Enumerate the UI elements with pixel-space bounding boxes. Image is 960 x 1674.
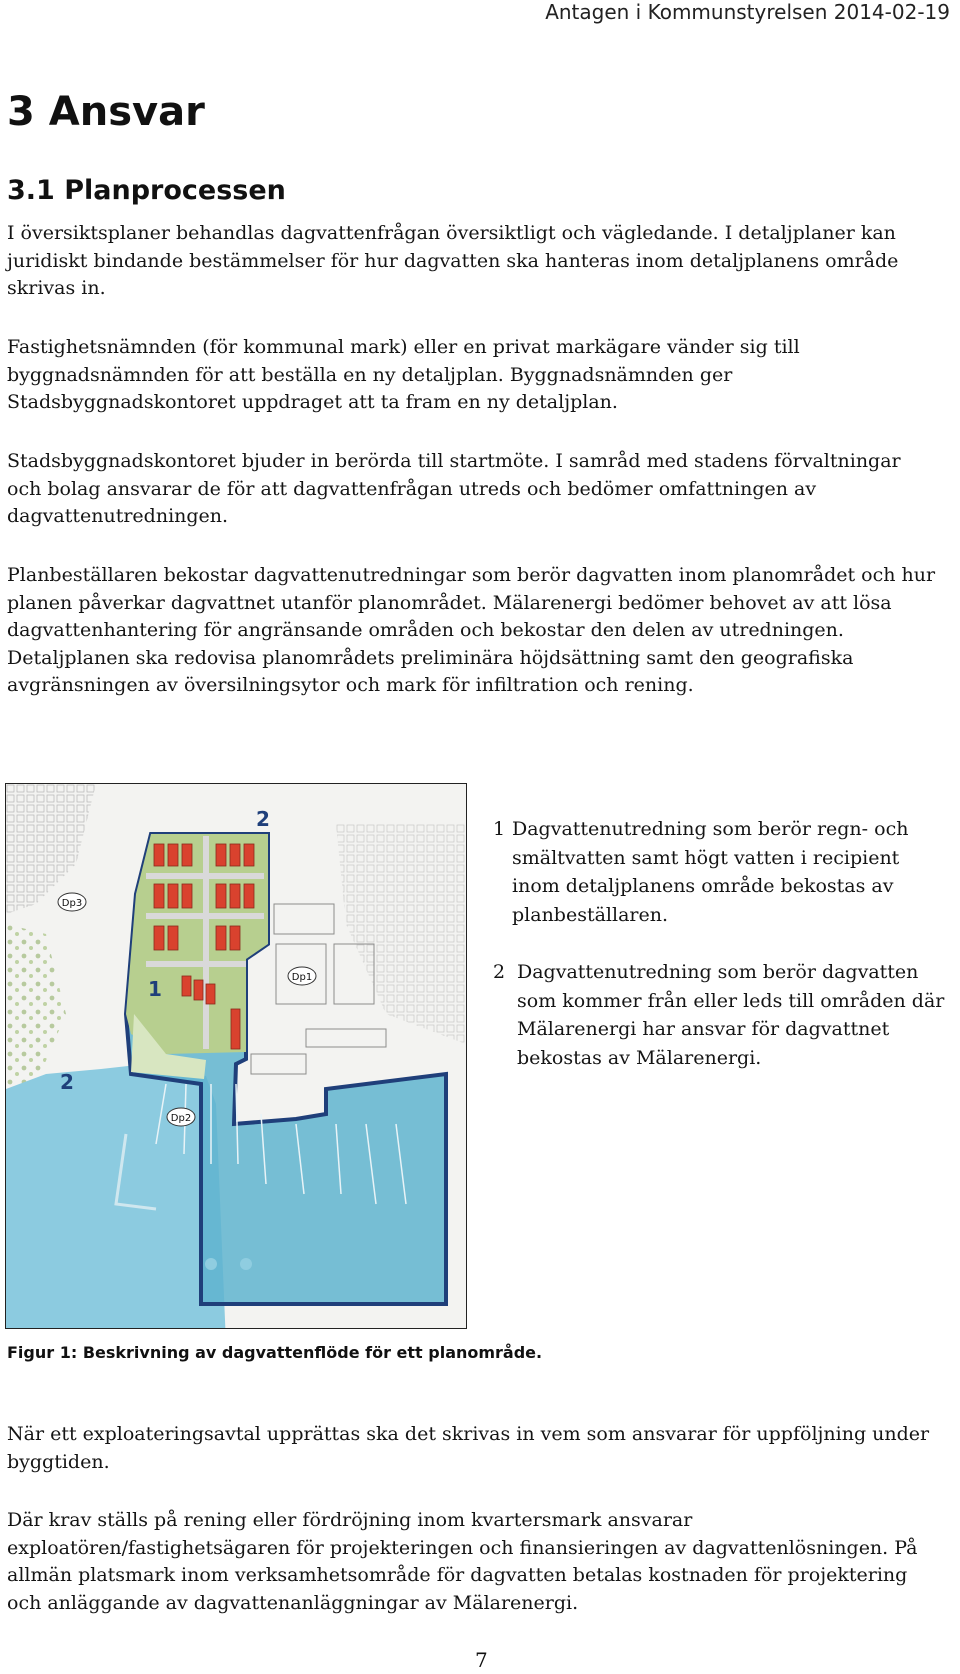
dp2-marker	[167, 1108, 195, 1126]
paragraph: Planbeställaren bekostar dagvattenutredningar som berör dagvatten inom planområdet och hur planen påverkar dagvattnet utanför planområdet. Mälarenergi bedömer behovet av att lösa dagvattenhantering för angränsande områden och bekostar den delen av utredningen. Detaljplanen ska redovisa planområdets preliminära höjdsättning samt den geografiska avgränsningen av översilningsytor och mark för infiltration och rening.	[7, 564, 936, 696]
dp2-label: Dp2	[170, 1113, 192, 1124]
paragraph: Stadsbyggnadskontoret bjuder in berörda till startmöte. I samråd med stadens förvaltningar och bolag ansvarar de för att dagvattenfrågan utreds och bedömer omfattningen av dagvattenutredningen.	[7, 450, 901, 527]
figure-caption: Figur 1: Beskrivning av dagvattenflöde för ett planområde.	[7, 1343, 543, 1362]
dp3-marker	[58, 893, 86, 911]
legend-number: 2	[493, 961, 506, 983]
paragraph: Där krav ställs på rening eller fördröjning inom kvartersmark ansvarar exploatören/fastighetsägaren för projekteringen och finansieringen av dagvattenlösningen. På allmän platsmark inom verksamhetsområde för dagvatten betalas kostnaden för projektering och anläggande av dagvattenanläggningar av Mälarenergi.	[7, 1509, 918, 1614]
page-header: Antagen i Kommunstyrelsen 2014-02-19	[545, 0, 950, 24]
legend-number: 1	[493, 818, 506, 840]
legend-text: Dagvattenutredning som berör dagvatten som kommer från eller leds till områden där Mälarenergi har ansvar för dagvattnet bekostas av Mälarenergi.	[517, 961, 945, 1069]
section-title: 3 Ansvar	[7, 89, 205, 135]
zone-2-top-label: 2	[256, 807, 270, 831]
zone-2-left-label: 2	[60, 1070, 74, 1094]
page-number: 7	[475, 1648, 488, 1672]
subsection-title: 3.1 Planprocessen	[7, 175, 286, 206]
paragraph: Fastighetsnämnden (för kommunal mark) eller en privat markägare vänder sig till byggnadsnämnden för att beställa en ny detaljplan. Byggnadsnämnden ger Stadsbyggnadskontoret uppdraget att ta fram en ny detaljplan.	[7, 336, 800, 413]
zone-1-label: 1	[148, 977, 162, 1001]
dp1-marker	[288, 967, 316, 985]
dp1-label: Dp1	[291, 972, 313, 983]
paragraph: När ett exploateringsavtal upprättas ska det skrivas in vem som ansvarar för uppföljning under byggtiden.	[7, 1423, 930, 1473]
paragraph: I översiktsplaner behandlas dagvattenfrågan översiktligt och vägledande. I detaljplaner kan juridiskt bindande bestämmelser för hur dagvatten ska hanteras inom detaljplanens område skrivas in.	[7, 222, 899, 299]
legend-item-1	[493, 815, 943, 929]
legend-text: Dagvattenutredning som berör regn- och smältvatten samt högt vatten i recipient inom detaljplanens område bekostas av planbeställaren.	[512, 818, 909, 926]
planning-map-figure	[5, 783, 467, 1329]
dp3-label: Dp3	[61, 898, 83, 909]
legend-item-2	[493, 958, 953, 1072]
planning-map	[6, 784, 466, 1328]
